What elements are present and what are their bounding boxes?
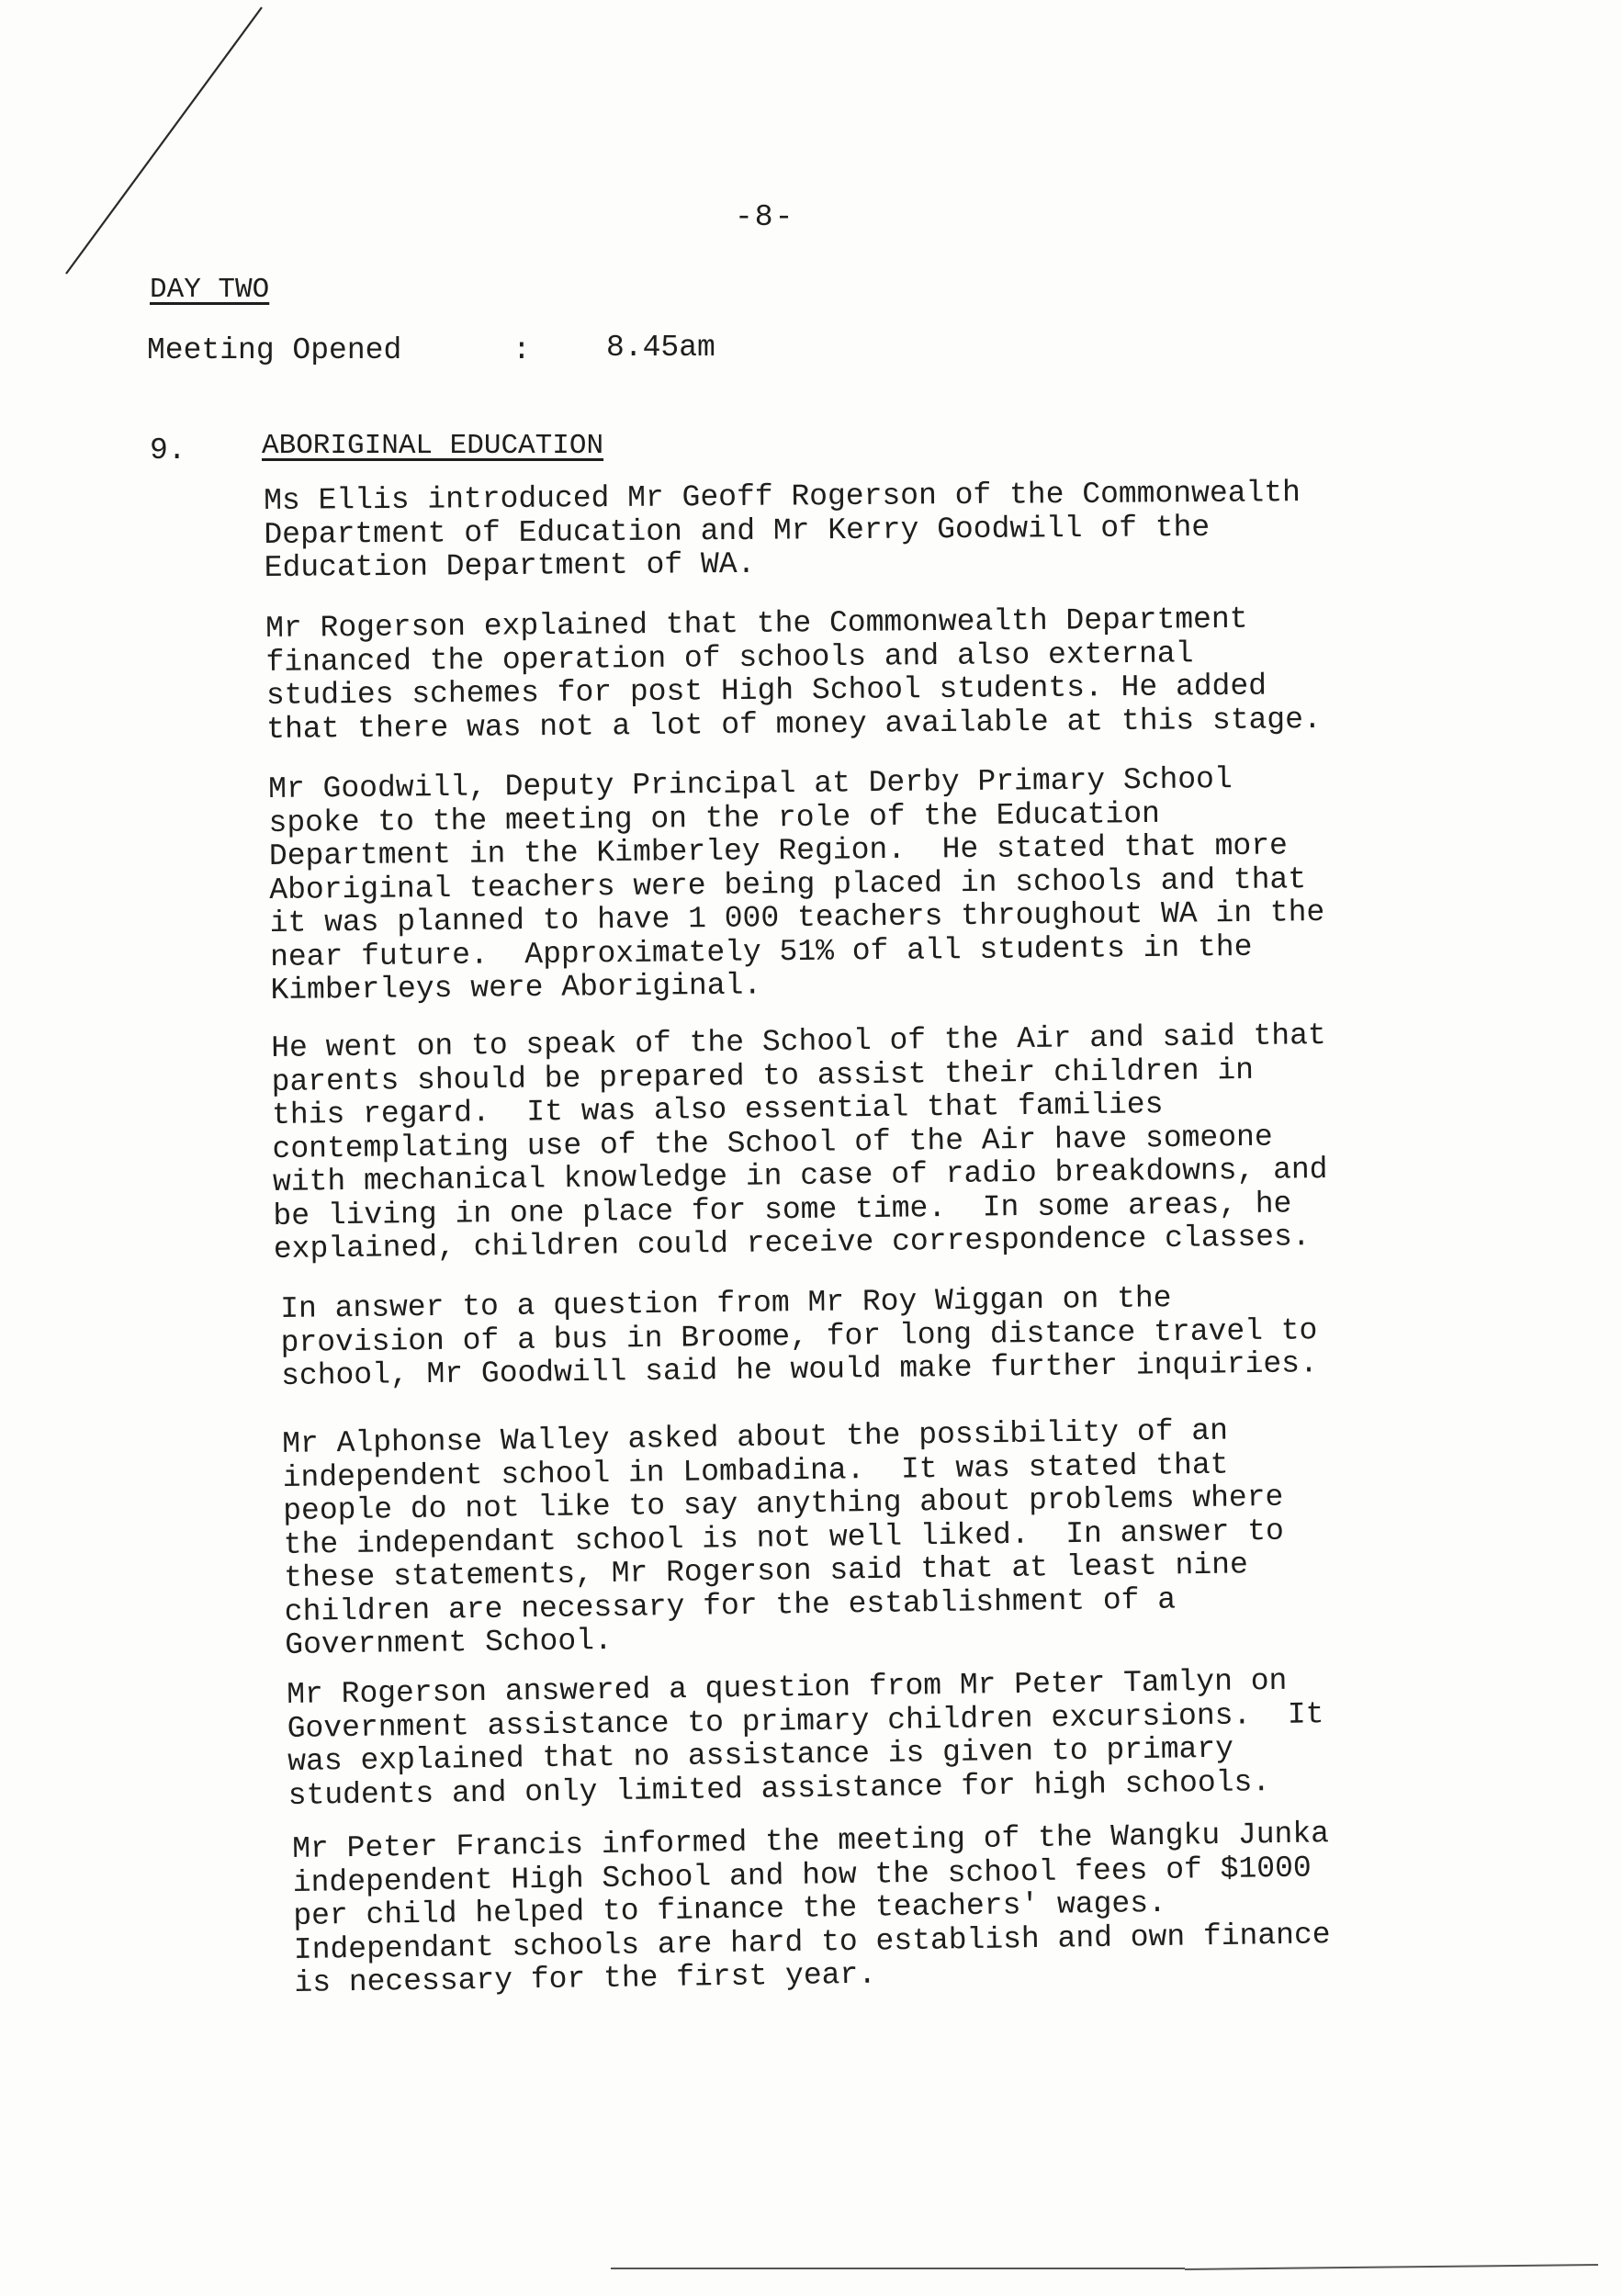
meeting-opened-time: 8.45am [606, 331, 715, 365]
paragraph-education-department: Mr Goodwill, Deputy Principal at Derby Primary School spoke to the meeting on the role of the Education Department in the Kimberley Region. He stated that more Aboriginal teachers were being placed in schools and that it was planned to have 1 000 teachers throughout WA in the near future. Approximately 51% of all students in the Kimberleys were Aboriginal. [267, 762, 1325, 1007]
agenda-item-title: ABORIGINAL EDUCATION [262, 430, 604, 462]
day-heading: DAY TWO [150, 274, 270, 306]
paragraph-commonwealth-funding: Mr Rogerson explained that the Commonwealth Department financed the operation of schools and also external studies schemes for post High School students. He added that there was not a lot of money available at this stage. [265, 602, 1322, 747]
meeting-opened-label: Meeting Opened [147, 333, 402, 367]
agenda-item-number: 9. [150, 433, 186, 467]
paragraph-lombadina-school: Mr Alphonse Walley asked about the possibility of an independent school in Lombadina. It was stated that people do not like to say anything about problems where the independant school is not well liked. In answer to these statements, Mr Rogerson said that at least nine children are necessary for the establishment of a Government School. [281, 1413, 1285, 1662]
paragraph-introductions: Ms Ellis introduced Mr Geoff Rogerson of the Commonwealth Department of Education and Mr Kerry Goodwill of the Education Department of WA. [263, 476, 1301, 585]
page-number: -8- [735, 200, 795, 234]
paragraph-wangku-junka: Mr Peter Francis informed the meeting of the Wangku Junka independent High School and how the school fees of $1000 per child helped to finance the teachers' wages. Independant schools are hard to establish and own finance is necessary for the first year. [291, 1817, 1331, 2000]
paragraph-school-of-the-air: He went on to speak of the School of the Air and said that parents should be prepared to assist their children in this regard. It was also essential that families contemplating use of the School of the Air have someone with mechanical knowledge in case of radio breakdowns, and be living in one place for some time. In some areas, he explained, children could receive correspondence classes. [270, 1018, 1328, 1266]
paragraph-broome-bus: In answer to a question from Mr Roy Wiggan on the provision of a bus in Broome, for long distance travel to school, Mr Goodwill said he would make further inquiries. [279, 1281, 1319, 1393]
paragraph-excursion-assistance: Mr Rogerson answered a question from Mr Peter Tamlyn on Government assistance to primary children excursions. It was explained that no assistance is given to primary students and only limited assistance for high schools. [286, 1663, 1324, 1813]
meeting-opened-colon: : [513, 333, 531, 367]
